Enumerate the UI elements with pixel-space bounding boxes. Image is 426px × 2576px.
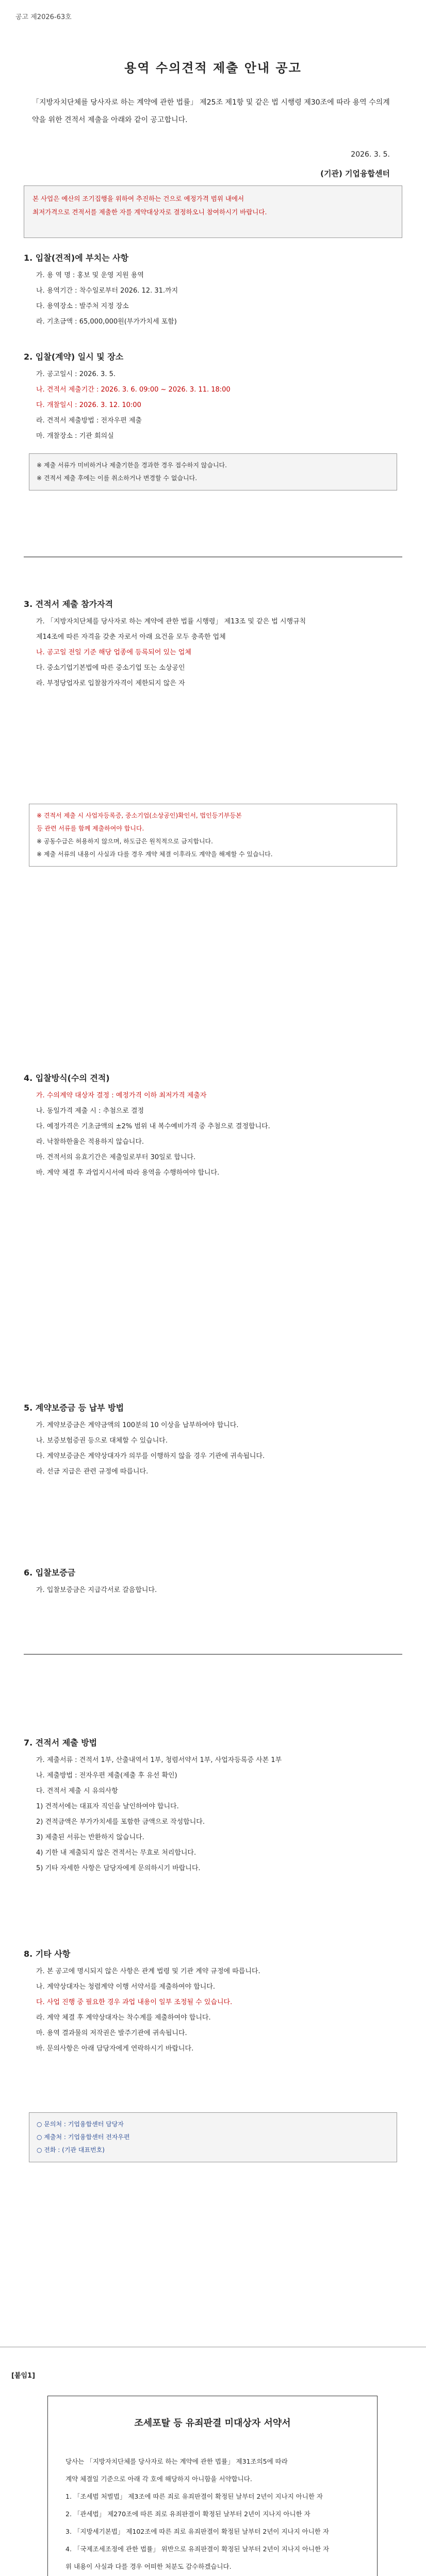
section-line: 다. 사업 진행 중 필요한 경우 과업 내용이 일부 조정될 수 있습니다.	[36, 1998, 233, 2006]
divider	[24, 1654, 402, 1655]
section-body	[36, 268, 397, 330]
section-line: 다. 중소기업기본법에 따른 중소기업 또는 소상공인	[36, 664, 185, 672]
section-line: 나. 공고일 전일 기준 해당 업종에 등록되어 있는 업체	[36, 649, 191, 656]
contact-box	[29, 2112, 397, 2162]
section-line: 라. 견적서 제출방법 : 전자우편 제출	[36, 417, 142, 425]
note-line: ※ 공동수급은 허용하지 않으며, 하도급은 원칙적으로 금지합니다.	[37, 838, 213, 845]
note-line: ※ 견적서 제출 시 사업자등록증, 중소기업(소상공인)확인서, 법인등기부등본	[37, 812, 242, 819]
section-title: 1. 입찰(견적)에 부치는 사항	[24, 253, 129, 263]
section-line: 나. 동일가격 제출 시 : 추첨으로 결정	[36, 1107, 144, 1115]
section-title: 6. 입찰보증금	[24, 1568, 76, 1578]
divider	[24, 556, 402, 557]
section-line: 바. 문의사항은 아래 담당자에게 연락하시기 바랍니다.	[36, 2045, 194, 2053]
pledge-body	[65, 2453, 359, 2575]
note-line: ※ 제출 서류의 내용이 사실과 다를 경우 계약 체결 이후라도 계약을 해제할 수 있습니다.	[37, 851, 273, 858]
section-title: 2. 입찰(계약) 일시 및 장소	[24, 352, 124, 362]
section-line: 나. 용역기간 : 착수일로부터 2026. 12. 31.까지	[36, 287, 178, 295]
section-line: 제14조에 따른 자격을 갖춘 자로서 아래 요건을 모두 충족한 업체	[36, 633, 226, 641]
section-line: 가. 「지방자치단체를 당사자로 하는 계약에 관한 법률 시행령」 제13조 및 같은 법 시행규칙	[36, 618, 306, 625]
section-line: 가. 제출서류 : 견적서 1부, 산출내역서 1부, 청렴서약서 1부, 사업자등록증 사본 1부	[36, 1756, 282, 1764]
section-body	[36, 614, 397, 691]
section-line: 나. 제출방법 : 전자우편 제출(제출 후 유선 확인)	[36, 1772, 177, 1780]
pledge-line: 1. 「조세범 처벌법」 제3조에 따른 죄로 유죄판결이 확정된 날부터 2년이 지나지 아니한 자	[65, 2493, 323, 2500]
section-line: 4) 기한 내 제출되지 않은 견적서는 무효로 처리합니다.	[36, 1849, 196, 1857]
issuer-name: (기관) 기업융합센터	[320, 169, 390, 178]
section-body	[36, 1088, 397, 1181]
pledge-line: 3. 「지방세기본법」 제102조에 따른 죄로 유죄판결이 확정된 날부터 2년이 지나지 아니한 자	[65, 2528, 329, 2535]
note-line: ※ 견적서 제출 후에는 이를 취소하거나 변경할 수 없습니다.	[37, 474, 198, 482]
section-body	[36, 1583, 397, 1598]
section-line: 바. 계약 체결 후 과업지시서에 따라 용역을 수행하여야 합니다.	[36, 1169, 220, 1177]
note-box	[29, 453, 397, 490]
section-body	[36, 367, 397, 444]
pledge-line: 계약 체결일 기준으로 아래 각 호에 해당하지 아니함을 서약합니다.	[65, 2475, 252, 2483]
section-line: 나. 보증보험증권 등으로 대체할 수 있습니다.	[36, 1437, 168, 1445]
contact-line: ○ 제출처 : 기업융합센터 전자우편	[37, 2133, 130, 2141]
pledge-line: 당사는 「지방자치단체를 당사자로 하는 계약에 관한 법률」 제31조의5에 따라	[65, 2458, 288, 2465]
section-line: 가. 입찰보증금은 지급각서로 갈음합니다.	[36, 1586, 157, 1594]
requirement-box	[29, 804, 397, 867]
section-line: 다. 견적서 제출 시 유의사항	[36, 1787, 118, 1795]
section-body	[36, 1964, 397, 2057]
section-line: 라. 기초금액 : 65,000,000원(부가가치세 포함)	[36, 318, 177, 326]
section-title: 7. 견적서 제출 방법	[24, 1738, 97, 1748]
section-line: 가. 공고일시 : 2026. 3. 5.	[36, 370, 116, 378]
notice-line: 최저가격으로 견적서를 제출한 자를 계약대상자로 결정하오니 참여하시기 바랍니다.	[32, 208, 267, 216]
notice-line: 본 사업은 예산의 조기집행을 위하여 추진하는 건으로 예정가격 범위 내에서	[32, 195, 244, 202]
section-line: 다. 개찰일시 : 2026. 3. 12. 10:00	[36, 401, 141, 409]
contact-line: ○ 문의처 : 기업융합센터 담당자	[37, 2121, 124, 2128]
section-line: 라. 계약 체결 후 계약상대자는 착수계를 제출하여야 합니다.	[36, 2014, 211, 2022]
section-line: 2) 견적금액은 부가가치세를 포함한 금액으로 작성합니다.	[36, 1818, 205, 1826]
section-title: 3. 견적서 제출 참가자격	[24, 599, 113, 609]
contact-line: ○ 전화 : (기관 대표번호)	[37, 2146, 105, 2154]
section-line: 마. 용역 결과물의 저작권은 발주기관에 귀속됩니다.	[36, 2029, 187, 2037]
pledge-title: 조세포탈 등 유죄판결 미대상자 서약서	[134, 2418, 291, 2429]
page-title: 용역 수의견적 제출 안내 공고	[124, 61, 302, 75]
section-body	[36, 1753, 397, 1876]
section-line: 가. 본 공고에 명시되지 않은 사항은 관계 법령 및 기관 계약 규정에 따릅니다.	[36, 1968, 260, 1975]
section-line: 가. 용 역 명 : 홍보 및 운영 지원 용역	[36, 272, 144, 279]
pledge-line: 위 내용이 사실과 다를 경우 어떠한 처분도 감수하겠습니다.	[65, 2563, 232, 2570]
section-line: 다. 용역장소 : 발주처 지정 장소	[36, 302, 129, 310]
pledge-form	[47, 2396, 378, 2576]
pledge-line: 4. 「국제조세조정에 관한 법률」 위반으로 유죄판결이 확정된 날부터 2년이 지나지 아니한 자	[65, 2545, 330, 2553]
section-line: 마. 개찰장소 : 기관 회의실	[36, 432, 114, 440]
section-line: 3) 제출된 서류는 반환하지 않습니다.	[36, 1834, 144, 1841]
pledge-line: 2. 「관세법」 제270조에 따른 죄로 유죄판결이 확정된 날부터 2년이 지나지 아니한 자	[65, 2510, 310, 2518]
section-line: 가. 계약보증금은 계약금액의 100분의 10 이상을 납부하여야 합니다.	[36, 1421, 239, 1429]
note-line: ※ 제출 서류가 미비하거나 제출기한을 경과한 경우 접수하지 않습니다.	[37, 462, 227, 469]
section-line: 다. 계약보증금은 계약상대자가 의무를 이행하지 않을 경우 기관에 귀속됩니다.	[36, 1452, 265, 1460]
intro-paragraph: 「지방자치단체를 당사자로 하는 계약에 관한 법률」 제25조 제1항 및 같은 법 시행령 제30조에 따라 용역 수의계약을 위한 견적서 제출을 아래와 같이 공고합니다.	[32, 98, 390, 124]
section-title: 5. 계약보증금 등 납부 방법	[24, 1403, 124, 1413]
appendix-label: [붙임1]	[11, 2372, 36, 2380]
notice-box	[24, 185, 402, 238]
section-line: 나. 계약상대자는 청렴계약 이행 서약서를 제출하여야 합니다.	[36, 1983, 216, 1991]
section-line: 가. 수의계약 대상자 결정 : 예정가격 이하 최저가격 제출자	[36, 1092, 207, 1099]
section-line: 다. 예정가격은 기초금액의 ±2% 범위 내 복수예비가격 중 추첨으로 결정합니다.	[36, 1123, 270, 1130]
section-line: 라. 낙찰하한율은 적용하지 않습니다.	[36, 1138, 144, 1146]
section-line: 라. 부정당업자로 입찰참가자격이 제한되지 않은 자	[36, 680, 185, 687]
section-line: 나. 견적서 제출기간 : 2026. 3. 6. 09:00 ~ 2026. 3. 11. 18:00	[36, 386, 231, 394]
section-line: 마. 견적서의 유효기간은 제출일로부터 30일로 합니다.	[36, 1154, 196, 1161]
section-body	[36, 1418, 397, 1480]
section-title: 8. 기타 사항	[24, 1949, 71, 1959]
section-title: 4. 입찰방식(수의 견적)	[24, 1073, 110, 1083]
section-line: 1) 견적서에는 대표자 직인을 날인하여야 합니다.	[36, 1803, 179, 1810]
notice-date: 2026. 3. 5.	[351, 150, 390, 159]
section-line: 라. 선금 지급은 관련 규정에 따릅니다.	[36, 1468, 149, 1476]
note-line: 등 관련 서류를 함께 제출하여야 합니다.	[37, 825, 144, 832]
section-line: 5) 기타 자세한 사항은 담당자에게 문의하시기 바랍니다.	[36, 1865, 201, 1872]
document-ref: 공고 제2026-63호	[15, 13, 72, 21]
